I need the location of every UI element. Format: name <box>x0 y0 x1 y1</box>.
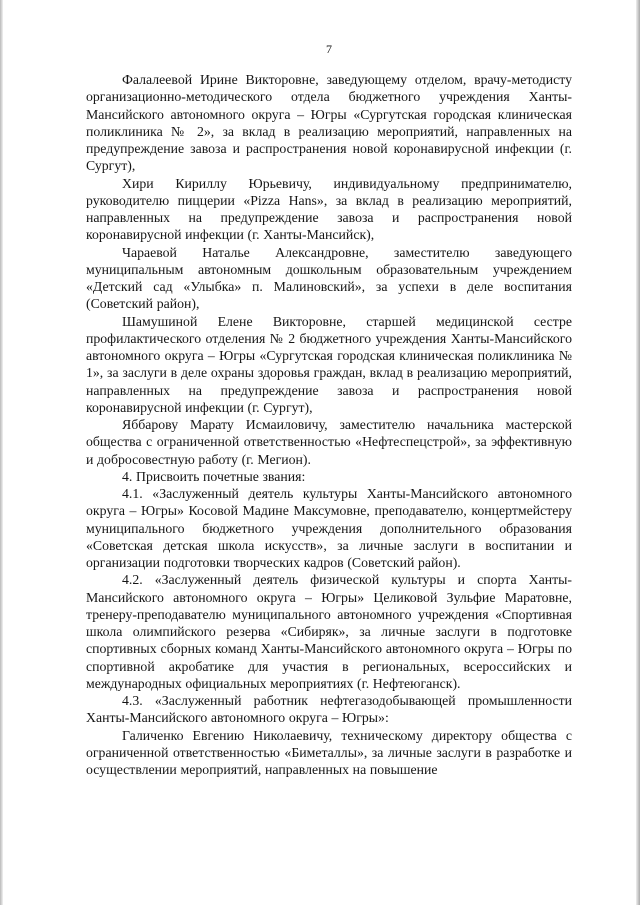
paragraph-shamushina: Шамушиной Елене Викторовне, старшей медицинской сестре профилактического отделения № 2 бюджетного учреждения Ханты-Мансийского автономного округа – Югры «Сургутская городская клиническая поликлиника № 1», за заслуги в деле охраны здоровья граждан, вклад в реализацию мероприятий, направленных на предупреждение завоза и распространения новой коронавирусной инфекции (г. Сургут), <box>86 313 572 415</box>
paragraph-section-4: 4. Присвоить почетные звания: <box>122 468 306 484</box>
scan-right-edge <box>636 0 640 905</box>
paragraph-yabbarov: Яббарову Марату Исмаиловичу, заместителю начальника мастерской общества с ограниченной ответственностью «Нефтеспецстрой», за эффективную и добросовестную работу (г. Мегион). <box>86 417 572 467</box>
paragraph-galichenko: Галиченко Евгению Николаевичу, техническому директору общества с ограниченной ответственностью «Биметаллы», за личные заслуги в разработке и осуществлении мероприятий, направленных на повышение <box>86 727 572 777</box>
document-page <box>86 0 572 905</box>
document-body <box>86 71 572 778</box>
paragraph-4-2: 4.2. «Заслуженный деятель физической культуры и спорта Ханты-Мансийского автономного округа – Югры» Целиковой Зульфие Маратовне, тренеру-преподавателю муниципального автономного учреждения «Спортивная школа олимпийского резерва «Сибиряк», за личные заслуги в подготовке спортивных сборных команд Ханты-Мансийского автономного округа – Югры по спортивной акробатике для участия в региональных, всероссийских и международных официальных мероприятиях (г. Нефтеюганск). <box>86 572 572 691</box>
page-number: 7 <box>326 42 332 56</box>
paragraph-4-3: 4.3. «Заслуженный работник нефтегазодобывающей промышленности Ханты-Мансийского автономного округа – Югры»: <box>86 693 572 726</box>
paragraph-falaleeva: Фалалеевой Ирине Викторовне, заведующему отделом, врачу-методисту организационно-методического отдела бюджетного учреждения Ханты-Мансийского автономного округа – Югры «Сургутская городская клиническая поликлиника № 2», за вклад в реализацию мероприятий, направленных на предупреждение завоза и распространения новой коронавирусной инфекции (г. Сургут), <box>86 72 572 174</box>
paragraph-charaeva: Чараевой Наталье Александровне, заместителю заведующего муниципальным автономным дошкольным образовательным учреждением «Детский сад «Улыбка» п. Малиновский», за успехи в деле воспитания (Советский район), <box>86 244 572 312</box>
paragraph-4-1: 4.1. «Заслуженный деятель культуры Ханты-Мансийского автономного округа – Югры» Косовой Мадине Максумовне, преподавателю, концертмейстеру муниципального бюджетного учреждения дополнительного образования «Советская детская школа искусств», за личные заслуги в воспитании и организации подготовки творческих кадров (Советский район). <box>86 486 572 570</box>
paragraph-khiri: Хири Кириллу Юрьевичу, индивидуальному предпринимателю, руководителю пиццерии «Pizza Hans», за вклад в реализацию мероприятий, направленных на предупреждение завоза и распространения новой коронавирусной инфекции (г. Ханты-Мансийск), <box>86 175 572 243</box>
scan-left-edge <box>0 0 3 905</box>
